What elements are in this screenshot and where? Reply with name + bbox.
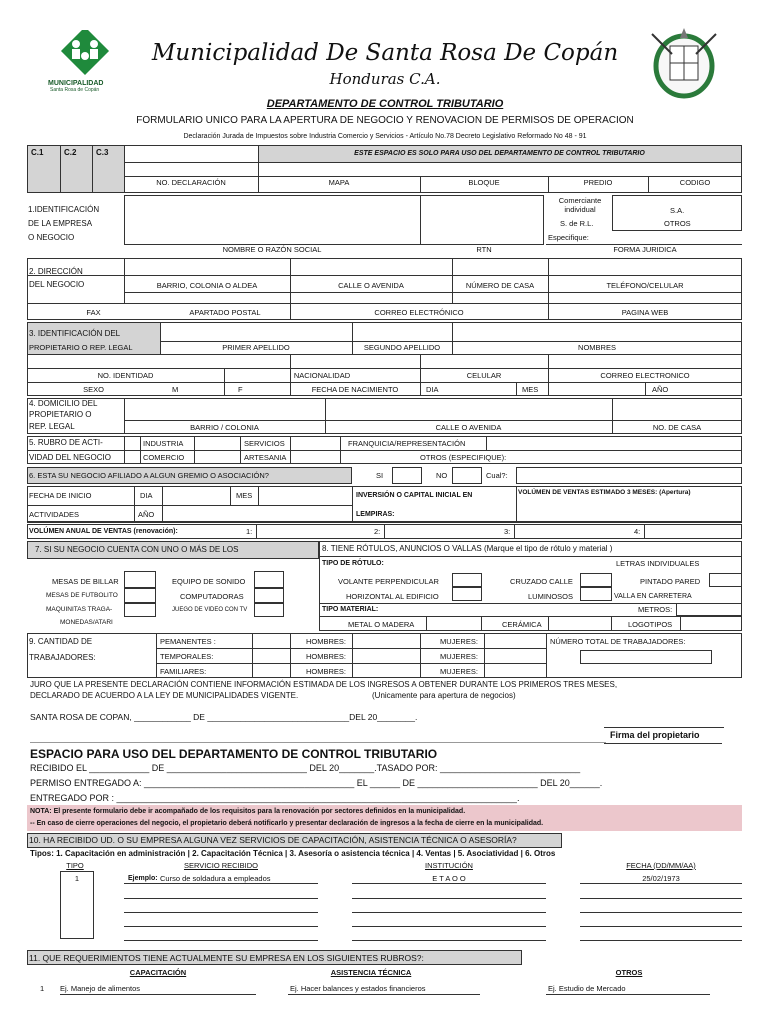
- sign-type-label: TIPO DE RÓTULO:: [322, 560, 384, 567]
- s1-label-2: DE LA EMPRESA: [28, 219, 93, 228]
- q2-label: 2:: [374, 527, 381, 536]
- computers-label: COMPUTADORAS: [180, 592, 244, 601]
- page-subtitle: Honduras C.A.: [329, 70, 441, 88]
- example-type: 1: [74, 874, 80, 883]
- second-surname-label: SEGUNDO APELLIDO: [363, 343, 441, 352]
- other-activity-label: OTROS (ESPECIFIQUE):: [420, 453, 507, 462]
- women-label-2: MUJERES:: [440, 652, 478, 661]
- foosball-label: MESAS DE FUTBOLITO: [46, 592, 118, 599]
- tech-assist-example: Ej. Hacer balances y estados financieros: [290, 984, 426, 993]
- luminous-checkbox[interactable]: [580, 587, 612, 601]
- activities-label: ACTIVIDADES: [29, 510, 80, 519]
- legal-form-grid[interactable]: [612, 195, 742, 231]
- family-label: FAMILIARES:: [160, 667, 207, 676]
- rtn-label: RTN: [476, 245, 492, 254]
- which-field[interactable]: [516, 467, 742, 484]
- industry-label: INDUSTRIA: [143, 439, 184, 448]
- slots-label: MAQUINITAS TRAGA-: [46, 606, 113, 613]
- wall-label: PINTADO PARED: [640, 577, 701, 586]
- q4-label: 4:: [634, 527, 641, 536]
- note-line-2: -- En caso de cierre operaciones del negocio, el propietario deberá notificarlo y presentar declaración de ingresos a la fecha de cierre en la municipalidad.: [30, 820, 544, 827]
- map-label: MAPA: [328, 178, 350, 187]
- legal-reference: Declaración Jurada de Impuestos sobre Industria Comercio y Servicios - Artículo No.78 Decreto Legislativo Reformado No 48 - 91: [183, 133, 587, 140]
- videogame-label: JUEGO DE VIDEO CON TV: [172, 607, 248, 613]
- s1-label-1: 1.IDENTIFICACIÓN: [28, 205, 100, 214]
- association-question-text: 6. ESTA SU NEGOCIO AFILIADO A ALGUN GREMIO O ASOCIACIÓN?: [29, 471, 269, 480]
- s5-label-2: VIDAD DEL NEGOCIO: [29, 453, 111, 462]
- form-title: FORMULARIO UNICO PARA LA APERTURA DE NEGOCIO Y RENOVACION DE PERMISOS DE OPERACION: [136, 115, 634, 126]
- example-date: 25/02/1973: [642, 874, 680, 883]
- signs-question-text: 8. TIENE RÓTULOS, ANUNCIOS O VALLAS (Marque el tipo de rótulo y material ): [322, 544, 613, 553]
- billboard-label: VALLA EN CARRETERA: [614, 593, 692, 600]
- c2-label: C.2: [64, 148, 77, 157]
- owner-signature-label: Firma del propietario: [610, 730, 700, 740]
- videogame-checkbox[interactable]: [254, 603, 284, 617]
- logos-checkbox[interactable]: [680, 616, 742, 631]
- perpendicular-checkbox[interactable]: [452, 573, 482, 587]
- computers-checkbox[interactable]: [254, 588, 284, 603]
- birth-month-label: MES: [522, 385, 539, 394]
- training-col-header: CAPACITACIÓN: [129, 968, 187, 977]
- men-label-2: HOMBRES:: [306, 652, 347, 661]
- s4-label-1: 4. DOMICILIO DEL: [29, 399, 98, 408]
- legal-form-label: FORMA JURIDICA: [613, 245, 677, 254]
- logos-label: LOGOTIPOS: [628, 620, 673, 629]
- luminous-label: LUMINOSOS: [528, 592, 574, 601]
- municipality-logo: [46, 30, 124, 92]
- s3-label-1: 3. IDENTIFICACIÓN DEL: [29, 329, 121, 338]
- total-workers-label: NÚMERO TOTAL DE TRABAJADORES:: [550, 637, 686, 646]
- women-label-3: MUJERES:: [440, 667, 478, 676]
- domicile-neighborhood-label: BARRIO / COLONIA: [190, 423, 259, 432]
- s4-label-2: PROPIETARIO O: [29, 410, 92, 419]
- logo-text: MUNICIPALIDAD: [48, 80, 104, 87]
- temporary-label: TEMPORALES:: [160, 652, 214, 661]
- sales-estimate-label: VOLÚMEN DE VENTAS ESTIMADO 3 MESES: (Apertura): [518, 489, 691, 496]
- phone-label: TELÉFONO/CELULAR: [606, 281, 684, 290]
- date-col-header: FECHA (DD/MM/AA): [626, 861, 696, 870]
- men-label-3: HOMBRES:: [306, 667, 347, 676]
- office-use-title: ESPACIO PARA USO DEL DEPARTAMENTO DE CONTROL TRIBUTARIO: [30, 747, 438, 761]
- note-line-1: NOTA: El presente formulario debe ir acompañado de los requisitos para la renovación por sectores definidos en la municipalidad.: [30, 808, 466, 815]
- foosball-checkbox[interactable]: [124, 588, 156, 603]
- q1-label: 1:: [246, 527, 253, 536]
- email-label: CORREO ELECTRÓNICO: [374, 308, 464, 317]
- individual-letters-label: LETRAS INDIVIDUALES: [616, 559, 700, 568]
- billiards-label: MESAS DE BILLAR: [52, 577, 119, 586]
- example-service: Curso de soldadura a empleados: [160, 874, 271, 883]
- birth-day-label: DIA: [426, 385, 439, 394]
- department-title: DEPARTAMENTO DE CONTROL TRIBUTARIO: [266, 98, 504, 110]
- block-label: BLOQUE: [468, 178, 500, 187]
- ceramic-checkbox[interactable]: [548, 616, 612, 631]
- meters-field[interactable]: [676, 603, 742, 616]
- games-question-text: 7. SI SU NEGOCIO CUENTA CON UNO O MÁS DE LOS: [35, 545, 239, 554]
- q3-label: 3:: [504, 527, 511, 536]
- house-number-label: NÚMERO DE CASA: [465, 281, 535, 290]
- fax-label: FAX: [86, 308, 101, 317]
- plot-label: PREDIO: [583, 178, 613, 187]
- owner-email-label: CORREO ELECTRONICO: [600, 371, 690, 380]
- permit-delivered-line: PERMISO ENTREGADO A: __________________________________________ EL ______ DE ________________________ DEL 20______.: [30, 778, 603, 788]
- business-name-field[interactable]: [124, 195, 544, 245]
- sex-label: SEXO: [83, 385, 104, 394]
- sound-checkbox[interactable]: [254, 571, 284, 588]
- sound-label: EQUIPO DE SONIDO: [172, 577, 246, 586]
- male-label: M: [172, 385, 179, 394]
- web-label: PAGINA WEB: [621, 308, 669, 317]
- crafts-label: ARTESANIA: [244, 453, 287, 462]
- no-checkbox[interactable]: [452, 467, 482, 484]
- office-use-banner: ESTE ESPACIO ES SOLO PARA USO DEL DEPARTAMENTO DE CONTROL TRIBUTARIO: [354, 150, 645, 157]
- street-label: CALLE O AVENIDA: [338, 281, 404, 290]
- logo-subtext: Santa Rosa de Copán: [50, 87, 100, 93]
- material-label: TIPO MATERIAL:: [322, 606, 379, 613]
- franchise-label: FRANQUICIA/REPRESENTACIÓN: [348, 439, 466, 448]
- women-label-1: MUJERES:: [440, 637, 478, 646]
- permanent-label: PEMANENTES :: [160, 637, 216, 646]
- training-types: Tipos: 1. Capacitación en administración | 2. Capacitación Técnica | 3. Asesoría o asistencia técnica | 4. Ventas | 5. Asociatividad | 6. Otros: [30, 849, 556, 858]
- place-date-line: SANTA ROSA DE COPAN, ____________ DE ______________________________DEL 20________.: [30, 712, 418, 722]
- nationality-label: NACIONALIDAD: [293, 371, 351, 380]
- s9-label-2: TRABAJADORES:: [29, 653, 96, 662]
- declaration-line-2: DECLARADO DE ACUERDO A LA LEY DE MUNICIPALIDADES VIGENTE.: [30, 691, 299, 700]
- billiards-checkbox[interactable]: [124, 571, 156, 588]
- neighborhood-label: BARRIO, COLONIA O ALDEA: [156, 281, 258, 290]
- lempiras-label: LEMPIRAS:: [356, 511, 395, 518]
- delivered-by-line: ENTREGADO POR : ________________________________________________________________________________.: [30, 793, 520, 803]
- requirements-row-number: 1: [40, 984, 45, 993]
- horizontal-label: HORIZONTAL AL EDIFICIO: [346, 592, 439, 601]
- female-label: F: [238, 385, 243, 394]
- id-number-label: NO. IDENTIDAD: [97, 371, 154, 380]
- cell-label: CELULAR: [466, 371, 502, 380]
- declaration-line-1: JURO QUE LA PRESENTE DECLARACIÓN CONTIENE INFORMACIÓN ESTIMADA DE LOS INGRESOS A OBTENER DURANTE LOS PRIMEROS TRES MESES,: [30, 680, 618, 689]
- service-col-header: SERVICIO RECIBIDO: [183, 861, 259, 870]
- slots-checkbox[interactable]: [124, 603, 156, 617]
- s2-label-2: DEL NEGOCIO: [29, 280, 85, 289]
- no-label: NO: [436, 471, 448, 480]
- first-surname-label: PRIMER APELLIDO: [222, 343, 290, 352]
- cross-street-checkbox[interactable]: [580, 573, 612, 587]
- received-line: RECIBIDO EL ____________ DE ____________________________ DEL 20_______.TASADO POR: ____________________________: [30, 763, 581, 773]
- s1-label-3: O NEGOCIO: [28, 233, 75, 242]
- sa-label: S.A.: [670, 206, 685, 215]
- individual-label: Comerciante individual: [558, 196, 602, 214]
- po-box-label: APARTADO POSTAL: [189, 308, 261, 317]
- services-label: SERVICIOS: [244, 439, 285, 448]
- s9-label-1: 9. CANTIDAD DE: [29, 637, 93, 646]
- metal-wood-label: METAL O MADERA: [348, 620, 415, 629]
- birth-year-label: AÑO: [652, 385, 669, 394]
- s4-label-3: REP. LEGAL: [29, 422, 75, 431]
- specify-label: Especifique:: [548, 233, 589, 242]
- perpendicular-label: VOLANTE PERPENDICULAR: [338, 577, 439, 586]
- others-example: Ej. Estudio de Mercado: [548, 984, 626, 993]
- names-label: NOMBRES: [578, 343, 616, 352]
- start-date-label: FECHA DE INICIO: [29, 491, 92, 500]
- type-col-header: TIPO: [66, 861, 84, 870]
- commerce-label: COMERCIO: [143, 453, 185, 462]
- declaration-no-label: NO. DECLARACIÓN: [156, 178, 226, 187]
- otros-label: OTROS: [664, 219, 691, 228]
- start-month-label: MES: [236, 491, 253, 500]
- page-title: Municipalidad De Santa Rosa De Copán: [151, 40, 619, 66]
- cross-street-label: CRUZADO CALLE: [510, 577, 573, 586]
- s5-label-1: 5. RUBRO DE ACTI-: [29, 438, 103, 447]
- coins-label: MONEDAS/ATARI: [60, 619, 113, 626]
- coat-of-arms-icon: [642, 24, 726, 106]
- start-year-label: AÑO: [138, 510, 155, 519]
- code-label: CODIGO: [679, 178, 711, 187]
- investment-label: INVERSIÓN O CAPITAL INICIAL EN: [356, 492, 473, 499]
- yes-checkbox[interactable]: [392, 467, 422, 484]
- ceramic-label: CERÁMICA: [502, 620, 542, 629]
- signs-section: [319, 541, 742, 631]
- institution-col-header: INSTITUCIÓN: [425, 861, 473, 870]
- meters-label: METROS:: [638, 605, 673, 614]
- others-col-header: OTROS: [615, 968, 643, 977]
- wall-checkbox[interactable]: [709, 573, 742, 587]
- yes-label: SI: [376, 471, 384, 480]
- domicile-street-label: CALLE O AVENIDA: [435, 423, 502, 432]
- men-label-1: HOMBRES:: [306, 637, 347, 646]
- srl-label: S. de R.L.: [560, 219, 594, 228]
- people-logo-icon: [46, 30, 124, 80]
- domicile-house-label: NO. DE CASA: [652, 423, 702, 432]
- start-day-label: DIA: [140, 491, 153, 500]
- metal-wood-checkbox[interactable]: [426, 616, 482, 631]
- c1-label: C.1: [31, 148, 44, 157]
- c3-label: C.3: [96, 148, 109, 157]
- tech-assist-col-header: ASISTENCIA TÉCNICA: [330, 968, 412, 977]
- s2-label-1: 2. DIRECCIÓN: [29, 267, 83, 276]
- declaration-note: (Unicamente para apertura de negocios): [372, 691, 516, 700]
- horizontal-checkbox[interactable]: [452, 587, 482, 601]
- birth-date-label: FECHA DE NACIMIENTO: [311, 385, 399, 394]
- training-question-text: 10. HA RECIBIDO UD. O SU EMPRESA ALGUNA VEZ SERVICIOS DE CAPACITACIÓN, ASISTENCIA TÉCNICA O ASESORÍA?: [29, 835, 517, 845]
- requirements-question-text: 11. QUE REQUERIMIENTOS TIENE ACTUALMENTE SU EMPRESA EN LOS SIGUIENTES RUBROS?:: [29, 953, 424, 963]
- which-label: Cual?:: [486, 471, 508, 480]
- example-label: Ejemplo:: [128, 875, 158, 882]
- example-institution: E T A O O: [432, 874, 466, 883]
- name-label: NOMBRE O RAZÓN SOCIAL: [222, 245, 322, 254]
- annual-sales-label: VOLÚMEN ANUAL DE VENTAS (renovación):: [29, 528, 178, 535]
- total-workers-field[interactable]: [580, 650, 712, 664]
- training-example: Ej. Manejo de alimentos: [60, 984, 141, 993]
- s3-label-2: PROPIETARIO O REP. LEGAL: [29, 343, 133, 352]
